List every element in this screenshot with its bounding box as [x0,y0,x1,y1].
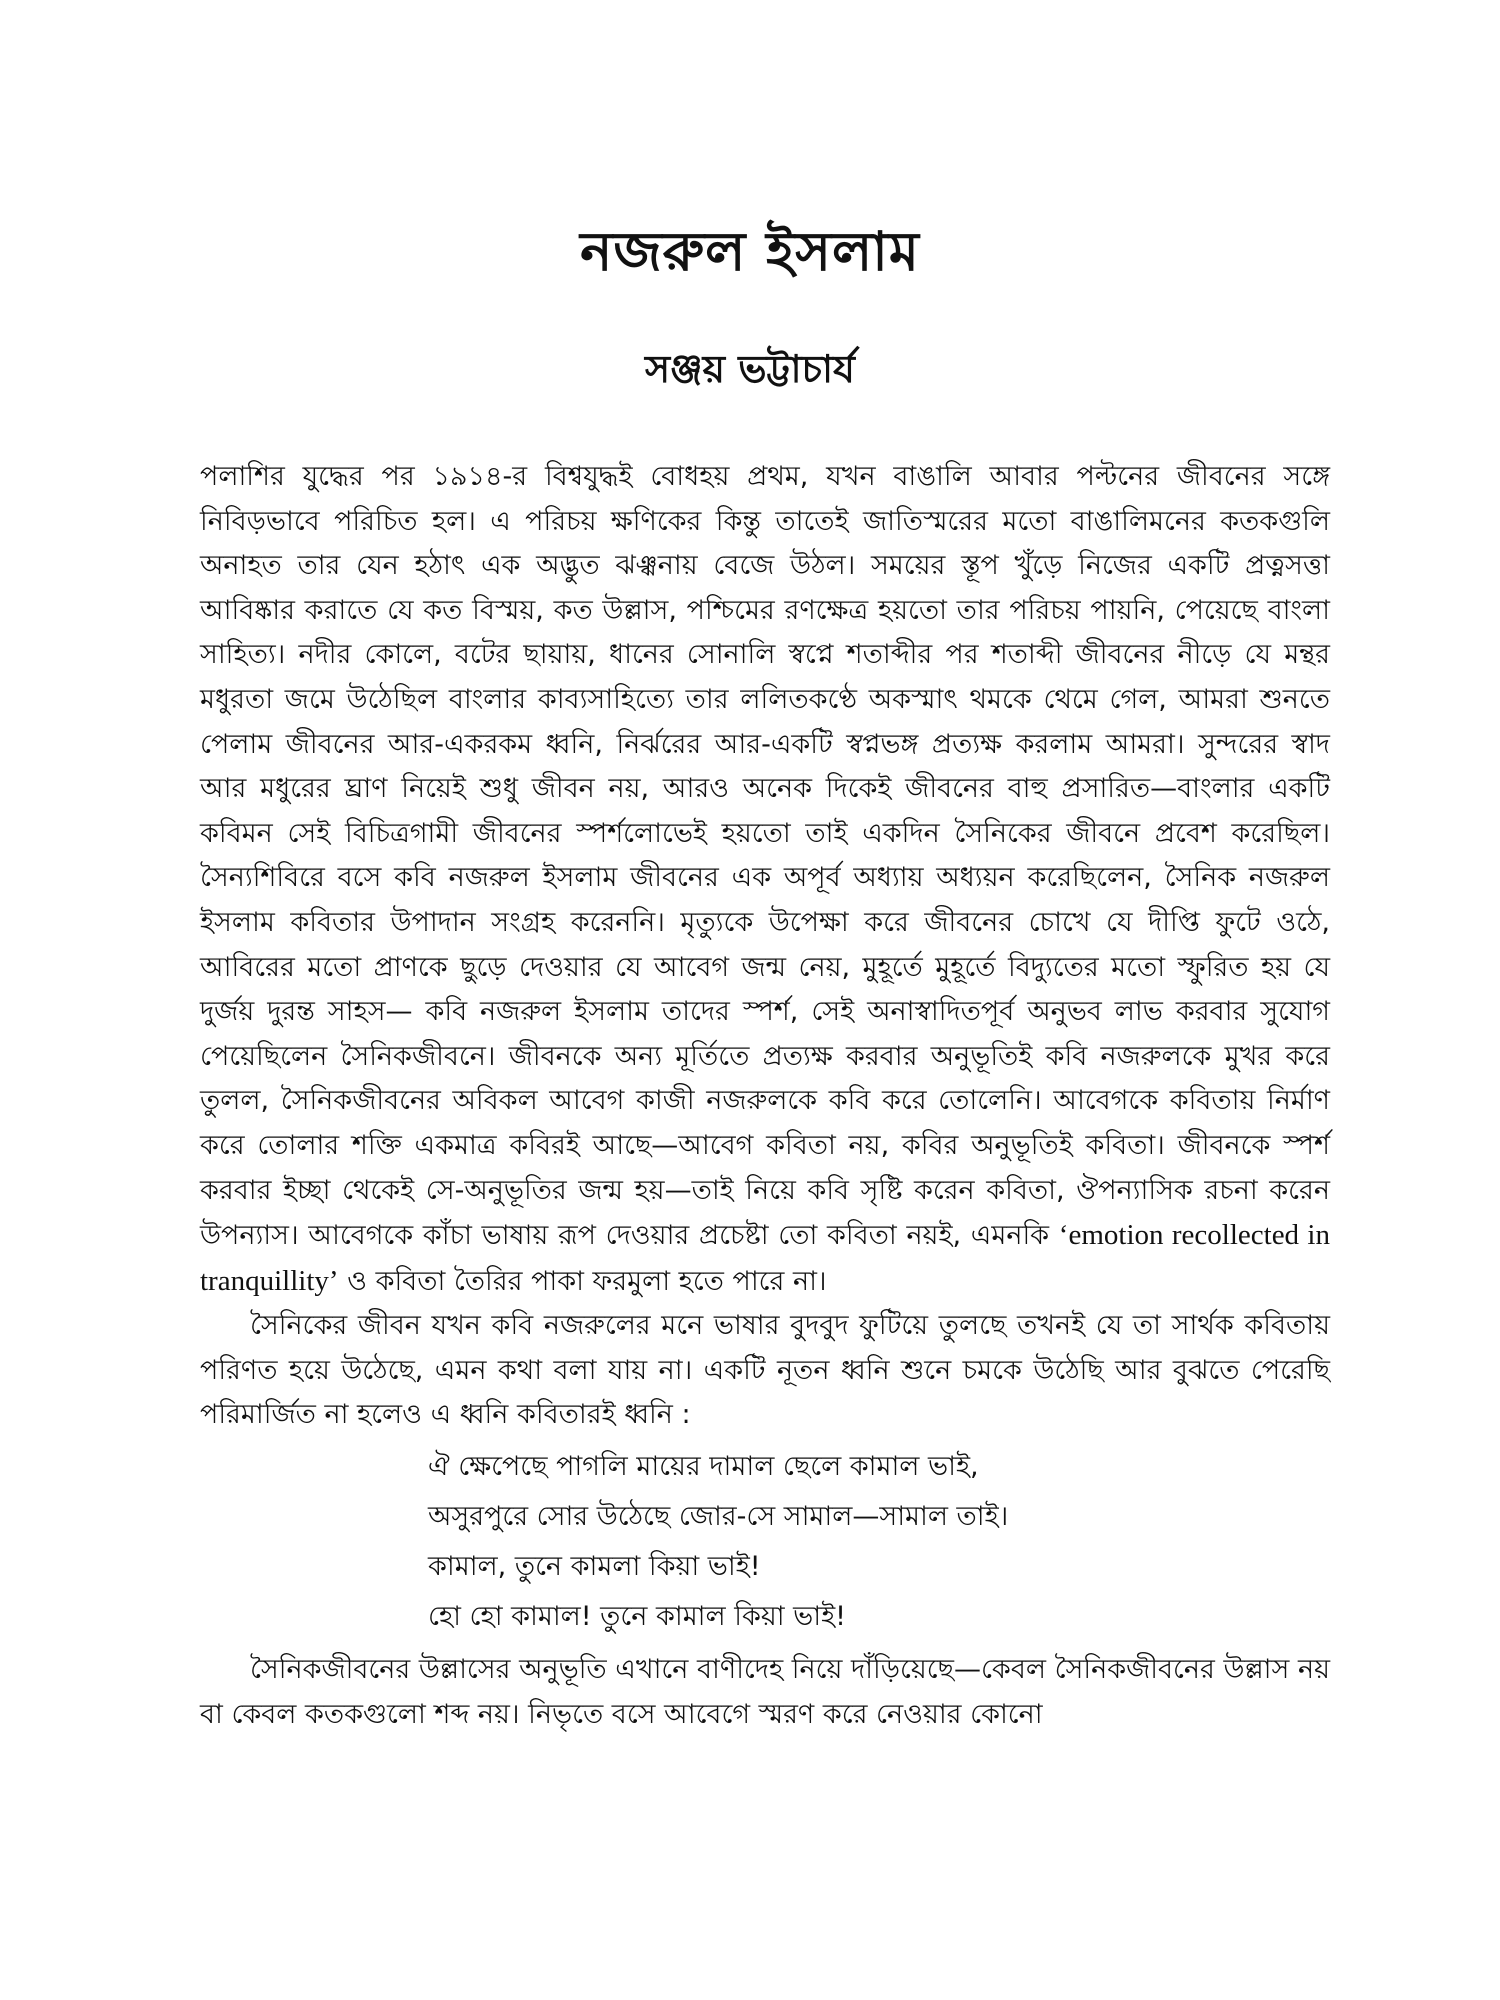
paragraph-1-text: পলাশির যুদ্ধের পর ১৯১৪-র বিশ্বযুদ্ধই বোধহয় প্রথম, যখন বাঙালি আবার পল্টনের জীবনের সঙ্গে নিবিড়ভাবে পরিচিত হল। এ পরিচয় ক্ষণিকের কিন্তু তাতেই জাতিস্মরের মতো বাঙালিমনের কতকগুলি অনাহত তার যেন হঠাৎ এক অদ্ভুত ঝঞ্ঝনায় বেজে উঠল। সময়ের স্তূপ খুঁড়ে নিজের একটি প্রত্নসত্তা আবিষ্কার করাতে যে কত বিস্ময়, কত উল্লাস, পশ্চিমের রণক্ষেত্র হয়তো তার পরিচয় পায়নি, পেয়েছে বাংলা সাহিত্য। নদীর কোলে, বটের ছায়ায়, ধানের সোনালি স্বপ্নে শতাব্দীর পর শতাব্দী জীবনের নীড়ে যে মন্থর মধুরতা জমে উঠেছিল বাংলার কাব্যসাহিত্যে তার ললিতকণ্ঠে অকস্মাৎ থমকে থেমে গেল, আমরা শুনতে পেলাম জীবনের আর-একরকম ধ্বনি, নির্ঝরের আর-একটি স্বপ্নভঙ্গ প্রত্যক্ষ করলাম আমরা। সুন্দরের স্বাদ আর মধুরের ঘ্রাণ নিয়েই শুধু জীবন নয়, আরও অনেক দিকেই জীবনের বাহু প্রসারিত—বাংলার একটি কবিমন সেই বিচিত্রগামী জীবনের স্পর্শলোভেই হয়তো তাই একদিন সৈনিকের জীবনে প্রবেশ করেছিল। সৈন্যশিবিরে বসে কবি নজরুল ইসলাম জীবনের এক অপূর্ব অধ্যায় অধ্যয়ন করেছিলেন, সৈনিক নজরুল ইসলাম কবিতার উপাদান সংগ্রহ করেননি। মৃত্যুকে উপেক্ষা করে জীবনের চোখে যে দীপ্তি ফুটে ওঠে, আবিরের মতো প্রাণকে ছুড়ে দেওয়ার যে আবেগ জন্ম নেয়, মুহূর্তে মুহূর্তে বিদ্যুতের মতো স্ফুরিত হয় যে দুর্জয় দুরন্ত সাহস— কবি নজরুল ইসলাম তাদের স্পর্শ, সেই অনাস্বাদিতপূর্ব অনুভব লাভ করবার সুযোগ পেয়েছিলেন সৈনিকজীবনে। জীবনকে অন্য মূর্তিতে প্রত্যক্ষ করবার অনুভূতিই কবি নজরুলকে মুখর করে তুলল, সৈনিকজীবনের অবিকল আবেগ কাজী নজরুলকে কবি করে তোলেনি। আবেগকে কবিতায় নির্মাণ করে তোলার শক্তি একমাত্র কবিরই আছে—আবেগ কবিতা নয়, কবির অনুভূতিই কবিতা। জীবনকে স্পর্শ করবার ইচ্ছা থেকেই সে-অনুভূতির জন্ম হয়—তাই নিয়ে কবি সৃষ্টি করেন কবিতা, ঔপন্যাসিক রচনা করেন উপন্যাস। আবেগকে কাঁচা ভাষায় রূপ দেওয়ার প্রচেষ্টা তো কবিতা নয়ই, এমনকি [200,461,1331,1252]
poem-line: অসুরপুরে সোর উঠেছে জোর-সে সামাল—সামাল তাই। [428,1501,1009,1533]
article-author: সঞ্জয় ভট্টাচার্য [645,347,855,391]
article-body [200,455,1330,1737]
paragraph-1 [200,455,1330,1304]
poem-line: কামাল, তুনে কামলা কিয়া ভাই! [428,1551,761,1583]
poem-block [200,1442,1330,1642]
quoted-phrase: ‘emotion recollected in tranquillity’ [200,1219,1330,1297]
article-title: নজরুল ইসলাম [580,220,920,283]
paragraph-3: সৈনিকজীবনের উল্লাসের অনুভূতি এখানে বাণীদেহ নিয়ে দাঁড়িয়েছে—কেবল সৈনিকজীবনের উল্লাস নয় বা কেবল কতকগুলো শব্দ নয়। নিভৃতে বসে আবেগে স্মরণ করে নেওয়ার কোনো [200,1654,1330,1730]
paragraph-2: সৈনিকের জীবন যখন কবি নজরুলের মনে ভাষার বুদবুদ ফুটিয়ে তুলছে তখনই যে তা সার্থক কবিতায় পরিণত হয়ে উঠেছে, এমন কথা বলা যায় না। একটি নূতন ধ্বনি শুনে চমকে উঠেছি আর বুঝতে পেরেছি পরিমার্জিত না হলেও এ ধ্বনি কবিতারই ধ্বনি : [200,1310,1330,1431]
poem-line: ঐ ক্ষেপেছে পাগলি মায়ের দামাল ছেলে কামাল ভাই, [428,1451,979,1483]
paragraph-1-ending: ও কবিতা তৈরির পাকা ফরমুলা হতে পারে না। [338,1265,827,1297]
poem-line: হো হো কামাল! তুনে কামাল কিয়া ভাই! [428,1601,846,1633]
